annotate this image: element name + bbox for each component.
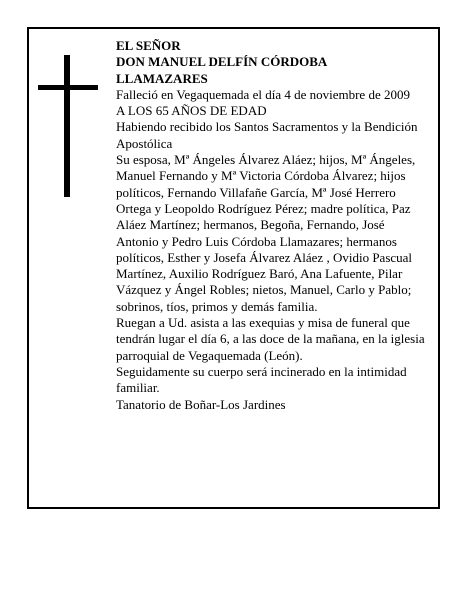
deceased-name-line-2: LLAMAZARES	[116, 70, 208, 86]
deceased-name-line-1: DON MANUEL DELFÍN CÓRDOBA	[116, 54, 328, 70]
funeral-home: Tanatorio de Boñar-Los Jardines	[116, 396, 286, 412]
sacraments-line: Habiendo recibido los Santos Sacramentos y la Bendición Apostólica	[116, 119, 418, 151]
death-info: Falleció en Vegaquemada el día 4 de noviembre de 2009	[116, 86, 410, 102]
obituary-text	[116, 38, 426, 413]
family-paragraph: Su esposa, Mª Ángeles Álvarez Aláez; hijos, Mª Ángeles, Manuel Fernando y Mª Victoria Córdoba Álvarez; hijos políticos, Fernando Villafañe García, Mª José Herrero Ortega y Leopoldo Rodríguez Pérez; madre política, Paz Aláez Martínez; hermanos, Begoña, Fernando, José Antonio y Pedro Luis Córdoba Llamazares; hermanos políticos, Esther y Josefa Álvarez Aláez , Ovidio Pascual Martínez, Auxilio Rodríguez Baró, Ana Lafuente, Pilar Vázquez y Ángel Robles; nietos, Manuel, Carlo y Pablo; sobrinos, tíos, primos y demás familia.	[116, 152, 416, 314]
cross-horizontal-bar	[38, 85, 98, 90]
cross-vertical-bar	[64, 55, 70, 197]
title-line: EL SEÑOR	[116, 38, 181, 53]
cremation-paragraph: Seguidamente su cuerpo será incinerado en la intimidad familiar.	[116, 363, 407, 396]
invitation-paragraph: Ruegan a Ud. asista a las exequias y misa de funeral que tendrán lugar el día 6, a las doce de la mañana, en la iglesia parroquial de Vegaquemada (León).	[116, 315, 425, 363]
cross-icon	[38, 55, 98, 197]
age-line: A LOS 65 AÑOS DE EDAD	[116, 103, 267, 119]
